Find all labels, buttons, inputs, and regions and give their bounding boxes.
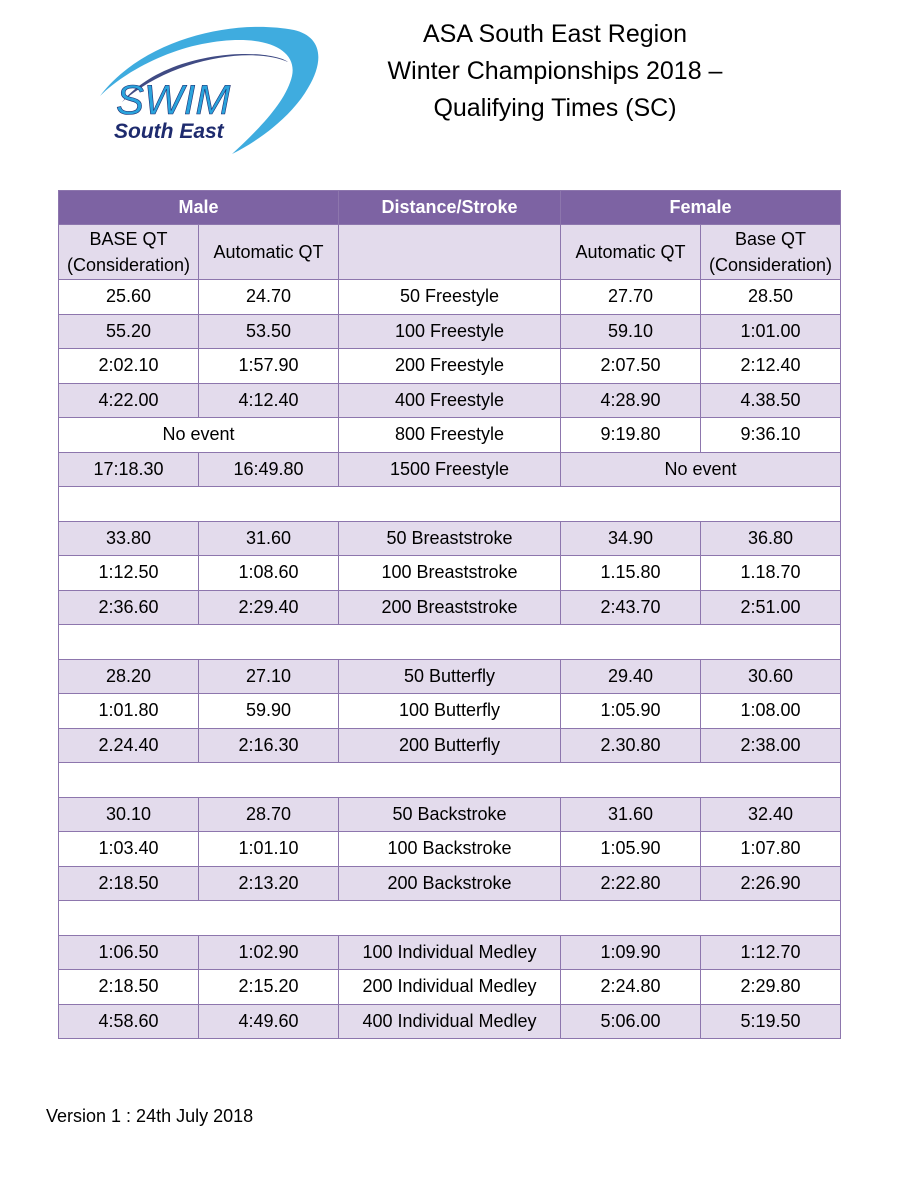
female-automatic-qt: 2:22.80 [561,866,701,901]
male-base-qt: 1:03.40 [59,832,199,867]
male-base-qt: 2:18.50 [59,970,199,1005]
logo-south-east-text: South East [114,120,224,143]
female-base-qt: 1:01.00 [701,314,841,349]
table-row [59,383,841,418]
table-row [59,832,841,867]
male-automatic-qt: 1:57.90 [199,349,339,384]
female-base-qt: 4.38.50 [701,383,841,418]
female-automatic-qt: 1:09.90 [561,935,701,970]
male-base-qt: 1:06.50 [59,935,199,970]
table-row [59,694,841,729]
female-base-qt: 1.18.70 [701,556,841,591]
male-automatic-qt: 28.70 [199,797,339,832]
female-base-qt: 2:29.80 [701,970,841,1005]
spacer-cell [59,763,841,798]
male-base-qt: 30.10 [59,797,199,832]
male-base-qt: 25.60 [59,280,199,315]
male-base-qt: 55.20 [59,314,199,349]
male-header: Male [59,191,339,225]
table-row [59,418,841,453]
title-line-1: ASA South East Region [422,20,688,48]
page-title [340,16,770,127]
female-automatic-qt: 2:24.80 [561,970,701,1005]
female-automatic-qt: 27.70 [561,280,701,315]
male-base-qt: 4:22.00 [59,383,199,418]
male-base-qt: 2:36.60 [59,590,199,625]
male-automatic-qt: 1:08.60 [199,556,339,591]
event-name: 400 Individual Medley [339,1004,561,1039]
male-automatic-qt-header: Automatic QT [199,225,339,280]
male-automatic-qt: 4:12.40 [199,383,339,418]
female-base-qt: 9:36.10 [701,418,841,453]
event-name: 100 Butterfly [339,694,561,729]
spacer-row [59,901,841,936]
event-name: 200 Individual Medley [339,970,561,1005]
table-subheader-row [59,225,841,280]
female-automatic-qt: 1.15.80 [561,556,701,591]
female-header: Female [561,191,841,225]
table-row [59,659,841,694]
spacer-cell [59,487,841,522]
table-row [59,349,841,384]
female-base-qt: 2:26.90 [701,866,841,901]
table-row [59,970,841,1005]
male-automatic-qt: 2:13.20 [199,866,339,901]
male-automatic-qt: 2:29.40 [199,590,339,625]
male-automatic-qt: 2:16.30 [199,728,339,763]
female-base-qt: 1:08.00 [701,694,841,729]
male-automatic-qt: 1:02.90 [199,935,339,970]
male-automatic-qt: 31.60 [199,521,339,556]
female-automatic-qt-header: Automatic QT [561,225,701,280]
female-base-qt: 5:19.50 [701,1004,841,1039]
male-base-qt: 2.24.40 [59,728,199,763]
female-automatic-qt: 2.30.80 [561,728,701,763]
event-name: 100 Individual Medley [339,935,561,970]
female-automatic-qt: 2:07.50 [561,349,701,384]
male-automatic-qt: 1:01.10 [199,832,339,867]
male-base-qt-header: BASE QT (Consideration) [59,225,199,280]
title-line-3: Qualifying Times (SC) [433,94,677,122]
event-name: 50 Breaststroke [339,521,561,556]
event-name: 200 Breaststroke [339,590,561,625]
event-name: 50 Backstroke [339,797,561,832]
distance-header: Distance/Stroke [339,191,561,225]
table-row [59,866,841,901]
female-automatic-qt: 34.90 [561,521,701,556]
female-automatic-qt: 29.40 [561,659,701,694]
male-automatic-qt: 2:15.20 [199,970,339,1005]
event-name: 100 Freestyle [339,314,561,349]
female-automatic-qt: 31.60 [561,797,701,832]
female-automatic-qt: 5:06.00 [561,1004,701,1039]
swim-south-east-logo [82,18,332,158]
table-row [59,935,841,970]
female-base-qt-header: Base QT (Consideration) [701,225,841,280]
event-name: 1500 Freestyle [339,452,561,487]
table-row [59,728,841,763]
event-name: 200 Freestyle [339,349,561,384]
event-name: 100 Backstroke [339,832,561,867]
female-automatic-qt: 4:28.90 [561,383,701,418]
male-automatic-qt: 53.50 [199,314,339,349]
spacer-row [59,763,841,798]
table-body [59,280,841,1039]
female-automatic-qt: 1:05.90 [561,694,701,729]
male-base-qt: 28.20 [59,659,199,694]
female-base-qt: 1:12.70 [701,935,841,970]
table-row [59,280,841,315]
logo-swim-text: SWIM [116,76,231,123]
male-automatic-qt: 59.90 [199,694,339,729]
spacer-cell [59,625,841,660]
female-automatic-qt: 59.10 [561,314,701,349]
table-row [59,797,841,832]
event-name: 50 Butterfly [339,659,561,694]
male-base-qt: 17:18.30 [59,452,199,487]
male-base-qt: 2:18.50 [59,866,199,901]
male-automatic-qt: 24.70 [199,280,339,315]
qualifying-times-table [58,190,841,1039]
version-note: Version 1 : 24th July 2018 [46,1106,254,1126]
table-header-row [59,191,841,225]
female-base-qt: 32.40 [701,797,841,832]
male-no-event: No event [59,418,339,453]
female-automatic-qt: 1:05.90 [561,832,701,867]
male-base-qt: 1:12.50 [59,556,199,591]
female-base-qt: 2:38.00 [701,728,841,763]
event-name: 200 Backstroke [339,866,561,901]
table-row [59,590,841,625]
female-automatic-qt: 9:19.80 [561,418,701,453]
female-base-qt: 2:12.40 [701,349,841,384]
female-base-qt: 36.80 [701,521,841,556]
table-row [59,556,841,591]
male-base-qt: 2:02.10 [59,349,199,384]
event-name: 100 Breaststroke [339,556,561,591]
event-name: 400 Freestyle [339,383,561,418]
table-row [59,314,841,349]
event-name: 50 Freestyle [339,280,561,315]
table-row [59,521,841,556]
spacer-row [59,625,841,660]
male-automatic-qt: 4:49.60 [199,1004,339,1039]
title-line-2: Winter Championships 2018 – [387,57,723,85]
event-name: 200 Butterfly [339,728,561,763]
female-automatic-qt: 2:43.70 [561,590,701,625]
male-automatic-qt: 27.10 [199,659,339,694]
spacer-row [59,487,841,522]
table-row [59,452,841,487]
event-name: 800 Freestyle [339,418,561,453]
table-row [59,1004,841,1039]
female-no-event: No event [561,452,841,487]
male-automatic-qt: 16:49.80 [199,452,339,487]
female-base-qt: 30.60 [701,659,841,694]
spacer-cell [59,901,841,936]
female-base-qt: 28.50 [701,280,841,315]
female-base-qt: 2:51.00 [701,590,841,625]
female-base-qt: 1:07.80 [701,832,841,867]
male-base-qt: 4:58.60 [59,1004,199,1039]
distance-subheader-empty [339,225,561,280]
male-base-qt: 1:01.80 [59,694,199,729]
male-base-qt: 33.80 [59,521,199,556]
